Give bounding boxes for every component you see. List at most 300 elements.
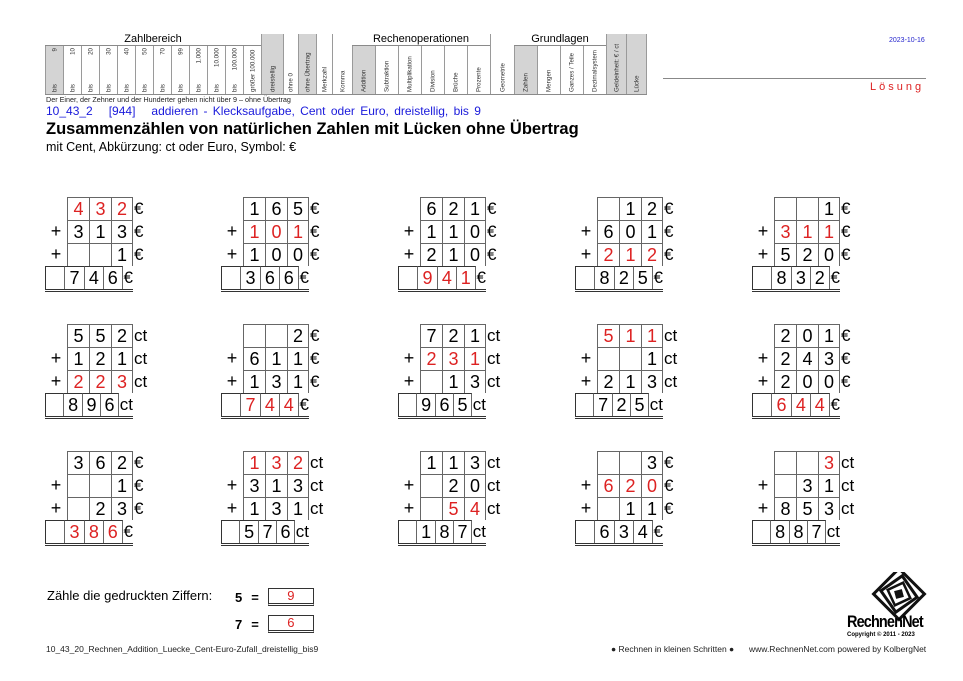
singles-c (606, 34, 647, 94)
digit-cell[interactable]: 3 (111, 497, 133, 520)
plus-sign (575, 197, 597, 220)
digit-cell[interactable]: 2 (614, 266, 633, 289)
digit-cell[interactable]: 2 (420, 243, 442, 266)
plus-sign: + (403, 221, 415, 241)
digit-cell[interactable]: 2 (641, 243, 663, 266)
column-label: bis (123, 84, 130, 92)
digit-cell[interactable]: 1 (641, 497, 663, 520)
addend-row (45, 243, 195, 266)
currency-unit: € (664, 222, 674, 241)
addend-row (752, 347, 902, 370)
addend-row (45, 197, 195, 220)
addition-problem (752, 197, 902, 292)
digit-cell[interactable] (774, 474, 796, 497)
digit-cell[interactable]: 1 (287, 347, 309, 370)
digit-cell[interactable]: 0 (265, 220, 287, 243)
currency-unit: € (310, 245, 320, 264)
digit-cell[interactable]: 2 (111, 451, 133, 474)
digit-cell[interactable]: 1 (111, 347, 133, 370)
digit-cell[interactable]: 9 (416, 393, 434, 416)
digit-cell[interactable]: 2 (774, 324, 796, 347)
digit-cell[interactable]: 5 (630, 393, 649, 416)
digit-cell[interactable]: 5 (633, 266, 652, 289)
digit-cell[interactable]: 1 (619, 497, 641, 520)
addition-problem (752, 324, 902, 419)
digit-cell[interactable]: 1 (818, 474, 840, 497)
basics-column (583, 46, 606, 94)
digit-cell[interactable]: 9 (417, 266, 436, 289)
digit-cell[interactable]: 5 (597, 324, 619, 347)
addend-row (221, 197, 371, 220)
digit-cell[interactable] (619, 451, 641, 474)
digit-cell[interactable]: 1 (243, 497, 265, 520)
digit-cell[interactable]: 6 (597, 220, 619, 243)
digit-cell[interactable]: 2 (89, 370, 111, 393)
column-label: bis (105, 84, 112, 92)
digit-cell[interactable]: 1 (641, 347, 663, 370)
range-column (189, 46, 207, 94)
count-digit: 5 (235, 589, 243, 605)
digit-cell[interactable] (597, 451, 619, 474)
digit-cell[interactable]: 3 (67, 220, 89, 243)
digit-cell[interactable]: 2 (111, 324, 133, 347)
currency-unit: € (830, 268, 840, 287)
plus-sign (45, 266, 64, 289)
digit-cell[interactable]: 7 (453, 520, 472, 543)
digit-cell[interactable] (67, 243, 89, 266)
digit-cell[interactable]: 4 (279, 393, 298, 416)
operation-column (467, 46, 490, 94)
digit-cell[interactable]: 4 (67, 197, 89, 220)
digit-cell[interactable]: 5 (89, 324, 111, 347)
digit-cell[interactable]: 1 (265, 347, 287, 370)
digit-cell[interactable] (89, 474, 111, 497)
digit-cell[interactable]: 2 (619, 474, 641, 497)
digit-cell[interactable]: 2 (442, 324, 464, 347)
digit-cell[interactable]: 4 (260, 393, 279, 416)
digit-cell[interactable]: 2 (89, 347, 111, 370)
column-label: bis (51, 84, 58, 92)
addition-problem (45, 451, 195, 546)
digit-cell[interactable]: 1 (67, 347, 89, 370)
digit-cell[interactable]: 7 (807, 520, 826, 543)
digit-cell[interactable] (265, 324, 287, 347)
digit-cell[interactable]: 8 (771, 266, 790, 289)
plus-sign (221, 451, 243, 474)
digit-cell[interactable] (597, 497, 619, 520)
digit-cell[interactable] (67, 474, 89, 497)
currency-unit: ct (295, 522, 310, 541)
digit-cell[interactable]: 1 (796, 220, 818, 243)
digit-cell[interactable]: 5 (442, 497, 464, 520)
digit-cell[interactable]: 0 (464, 474, 486, 497)
digit-cell[interactable]: 3 (464, 370, 486, 393)
plus-sign: + (403, 348, 415, 368)
digit-cell[interactable]: 8 (774, 497, 796, 520)
page-subtitle: mit Cent, Abkürzung: ct oder Euro, Symbol: € (46, 140, 297, 154)
category-column (283, 34, 298, 94)
digit-cell[interactable]: 4 (791, 393, 810, 416)
digit-cell[interactable]: 7 (593, 393, 611, 416)
digit-cell[interactable]: 1 (287, 220, 309, 243)
digit-cell[interactable]: 3 (111, 370, 133, 393)
plus-sign: + (50, 475, 62, 495)
column-label: Division (429, 70, 437, 92)
digit-cell[interactable]: 3 (818, 497, 840, 520)
addend-row (575, 324, 725, 347)
digit-cell[interactable] (796, 451, 818, 474)
plus-sign (45, 324, 67, 347)
digit-cell[interactable]: 0 (464, 243, 486, 266)
digit-cell[interactable]: 1 (619, 370, 641, 393)
addition-problem (45, 324, 195, 419)
addend-row (45, 474, 195, 497)
currency-unit: ct (487, 326, 501, 345)
digit-cell[interactable] (243, 324, 265, 347)
count-row (235, 615, 314, 633)
digit-cell[interactable]: 3 (442, 347, 464, 370)
addition-problem (398, 451, 548, 546)
digit-cell[interactable]: 6 (265, 197, 287, 220)
digit-cell[interactable]: 3 (111, 220, 133, 243)
digit-cell[interactable] (420, 370, 442, 393)
digit-cell[interactable] (89, 243, 111, 266)
plus-sign: + (757, 348, 769, 368)
column-label: bis (159, 84, 166, 92)
sum-row (45, 393, 133, 419)
digit-cell[interactable]: 6 (260, 266, 279, 289)
digit-cell[interactable]: 1 (818, 220, 840, 243)
digit-cell[interactable]: 4 (437, 266, 456, 289)
digit-cell[interactable]: 1 (265, 474, 287, 497)
digit-cell[interactable]: 8 (789, 520, 807, 543)
digit-cell[interactable]: 1 (111, 474, 133, 497)
sum-row (398, 393, 486, 419)
digit-cell[interactable]: 5 (453, 393, 472, 416)
sum-row (752, 393, 840, 419)
range-column (207, 46, 225, 94)
digit-cell[interactable]: 1 (243, 197, 265, 220)
digit-cell[interactable]: 2 (89, 497, 111, 520)
currency-unit: € (299, 395, 309, 414)
digit-cell[interactable]: 1 (442, 451, 464, 474)
digit-cell[interactable]: 4 (464, 497, 486, 520)
digit-cell[interactable]: 1 (243, 220, 265, 243)
count-digit: 7 (235, 616, 243, 632)
footer-filename: 10_43_20_Rechnen_Addition_Luecke_Cent-Euro-Zufall_dreistellig_bis9 (46, 644, 319, 654)
digit-cell[interactable]: 3 (240, 266, 259, 289)
digit-cell[interactable]: 2 (597, 243, 619, 266)
digit-cell[interactable]: 6 (103, 520, 122, 543)
digit-cell[interactable]: 1 (619, 324, 641, 347)
column-value: 9 (51, 48, 58, 52)
range-column (117, 46, 135, 94)
digit-cell[interactable]: 3 (818, 451, 840, 474)
count-answer-box[interactable]: 9 (268, 588, 314, 606)
digit-cell[interactable]: 0 (641, 474, 663, 497)
digit-cell[interactable]: 1 (89, 220, 111, 243)
digit-cell[interactable]: 3 (64, 520, 83, 543)
digit-cell[interactable]: 3 (641, 370, 663, 393)
digit-cell[interactable]: 9 (82, 393, 100, 416)
plus-sign: + (580, 348, 592, 368)
addend-row (575, 220, 725, 243)
digit-cell[interactable]: 2 (612, 393, 630, 416)
addition-problem (398, 197, 548, 292)
column-label: bis (213, 84, 220, 92)
digit-cell[interactable]: 4 (84, 266, 103, 289)
count-answer-box[interactable]: 6 (268, 615, 314, 633)
digit-cell[interactable]: 3 (265, 370, 287, 393)
digit-cell[interactable]: 5 (287, 197, 309, 220)
digit-cell[interactable]: 4 (633, 520, 652, 543)
digit-cell[interactable] (67, 497, 89, 520)
currency-unit: € (476, 268, 486, 287)
digit-cell[interactable]: 4 (796, 347, 818, 370)
currency-unit: € (830, 395, 840, 414)
digit-cell[interactable]: 1 (287, 497, 309, 520)
group-zahlbereich (45, 34, 261, 94)
column-label: Multiplikation (406, 56, 414, 92)
digit-cell[interactable]: 3 (243, 474, 265, 497)
digit-cell[interactable]: 1 (818, 324, 840, 347)
digit-cell[interactable]: 4 (810, 393, 829, 416)
plus-sign: + (226, 498, 238, 518)
digit-cell[interactable] (774, 451, 796, 474)
digit-cell[interactable]: 5 (796, 497, 818, 520)
digit-cell[interactable]: 0 (619, 220, 641, 243)
sum-row (752, 266, 840, 292)
digit-cell[interactable]: 0 (464, 220, 486, 243)
digit-cell[interactable]: 2 (774, 347, 796, 370)
page-title: Zusammenzählen von natürlichen Zahlen mit Lücken ohne Übertrag (46, 120, 579, 138)
digit-cell[interactable]: 3 (796, 474, 818, 497)
range-column (45, 46, 63, 94)
currency-unit: € (841, 349, 851, 368)
addend-row (45, 220, 195, 243)
digit-cell[interactable]: 1 (416, 520, 434, 543)
digit-cell[interactable]: 0 (265, 243, 287, 266)
digit-cell[interactable]: 1 (442, 220, 464, 243)
currency-unit: € (664, 245, 674, 264)
plus-sign (45, 451, 67, 474)
sum-row (221, 266, 309, 292)
column-label: Merkzahl (321, 66, 328, 92)
digit-cell[interactable]: 1 (619, 243, 641, 266)
range-column (171, 46, 189, 94)
addend-row (45, 347, 195, 370)
digit-cell[interactable]: 0 (287, 243, 309, 266)
digit-cell[interactable] (597, 197, 619, 220)
column-label: ohne Übertrag (304, 52, 311, 92)
digit-cell[interactable]: 2 (420, 347, 442, 370)
rule-note: Der Einer, der Zehner und der Hunderter gehen nicht über 9 – ohne Übertrag (46, 95, 291, 104)
digit-cell[interactable]: 1 (464, 324, 486, 347)
currency-unit: € (310, 222, 320, 241)
column-label: dreistellig (269, 65, 276, 92)
digit-cell[interactable]: 3 (287, 474, 309, 497)
addend-row (752, 324, 902, 347)
plus-sign: + (226, 221, 238, 241)
digit-cell[interactable]: 1 (641, 324, 663, 347)
digit-cell[interactable]: 3 (67, 451, 89, 474)
column-label: Ganzes / Teile (568, 52, 576, 92)
digit-cell[interactable]: 3 (265, 497, 287, 520)
digit-cell[interactable]: 1 (619, 197, 641, 220)
plus-sign (398, 520, 416, 543)
digit-cell[interactable]: 3 (614, 520, 633, 543)
digit-cell[interactable]: 1 (464, 197, 486, 220)
digit-cell[interactable]: 1 (243, 451, 265, 474)
digit-cell[interactable]: 6 (103, 266, 122, 289)
digit-cell[interactable]: 2 (287, 324, 309, 347)
addend-row (398, 243, 548, 266)
digit-cell[interactable]: 7 (64, 266, 83, 289)
category-table (45, 34, 647, 95)
currency-unit: € (653, 268, 663, 287)
digit-cell[interactable]: 3 (641, 451, 663, 474)
digit-cell[interactable]: 0 (818, 370, 840, 393)
digit-cell[interactable] (597, 347, 619, 370)
addend-row (752, 474, 902, 497)
digit-cell[interactable]: 6 (597, 474, 619, 497)
digit-cell[interactable]: 7 (240, 393, 259, 416)
addition-problem (575, 324, 725, 419)
digit-cell[interactable]: 1 (420, 220, 442, 243)
digit-cell[interactable]: 1 (456, 266, 475, 289)
currency-unit: € (841, 222, 851, 241)
digit-cell[interactable]: 0 (818, 243, 840, 266)
digit-cell[interactable]: 2 (442, 197, 464, 220)
digit-cell[interactable]: 6 (89, 451, 111, 474)
digit-cell[interactable]: 1 (464, 347, 486, 370)
plus-sign: + (757, 371, 769, 391)
digit-cell[interactable]: 1 (420, 451, 442, 474)
digit-cell[interactable]: 6 (276, 520, 295, 543)
digit-cell[interactable]: 2 (597, 370, 619, 393)
addend-row (398, 324, 548, 347)
plus-sign (575, 324, 597, 347)
digit-cell[interactable]: 5 (67, 324, 89, 347)
digit-cell[interactable]: 8 (770, 520, 788, 543)
sum-row (221, 393, 309, 419)
digit-cell[interactable]: 3 (89, 197, 111, 220)
digit-cell[interactable] (619, 347, 641, 370)
digit-cell[interactable]: 1 (111, 243, 133, 266)
digit-cell[interactable]: 1 (243, 370, 265, 393)
digit-cell[interactable] (420, 497, 442, 520)
digit-cell[interactable]: 1 (442, 243, 464, 266)
currency-unit: € (299, 268, 309, 287)
digit-cell[interactable]: 6 (420, 197, 442, 220)
plus-sign: + (580, 221, 592, 241)
digit-cell[interactable] (774, 197, 796, 220)
addend-row (45, 370, 195, 393)
digit-cell[interactable]: 2 (442, 474, 464, 497)
addend-row (221, 243, 371, 266)
addend-row (221, 474, 371, 497)
currency-unit: ct (649, 395, 664, 414)
digit-cell[interactable]: 6 (100, 393, 119, 416)
digit-cell[interactable]: 2 (641, 197, 663, 220)
digit-cell[interactable]: 0 (796, 324, 818, 347)
digit-cell[interactable] (420, 474, 442, 497)
digit-cell[interactable]: 8 (594, 266, 613, 289)
addend-row (752, 220, 902, 243)
plus-sign: + (757, 244, 769, 264)
digit-cell[interactable]: 1 (818, 197, 840, 220)
singles-a (261, 34, 352, 94)
digit-cell[interactable]: 2 (67, 370, 89, 393)
digit-cell[interactable]: 8 (84, 520, 103, 543)
digit-cell[interactable]: 6 (771, 393, 790, 416)
digit-cell[interactable]: 5 (774, 243, 796, 266)
addend-row (45, 451, 195, 474)
range-column (243, 46, 261, 94)
digit-cell[interactable]: 7 (420, 324, 442, 347)
addend-row (575, 370, 725, 393)
digit-cell[interactable]: 3 (818, 347, 840, 370)
digit-cell[interactable]: 3 (791, 266, 810, 289)
currency-unit: € (134, 199, 144, 218)
digit-cell[interactable]: 1 (641, 220, 663, 243)
digit-cell[interactable]: 1 (287, 370, 309, 393)
currency-unit: ct (472, 395, 487, 414)
plus-sign: + (580, 475, 592, 495)
currency-unit: ct (487, 476, 501, 495)
plus-sign (752, 197, 774, 220)
column-value: 30 (105, 48, 112, 55)
digit-cell[interactable]: 8 (63, 393, 81, 416)
digit-cell[interactable]: 8 (435, 520, 453, 543)
column-label: Geometrie (499, 63, 506, 92)
digit-cell[interactable]: 1 (243, 243, 265, 266)
digit-cell[interactable]: 2 (774, 370, 796, 393)
digit-cell[interactable]: 2 (810, 266, 829, 289)
digit-cell[interactable]: 1 (442, 370, 464, 393)
digit-cell[interactable]: 5 (239, 520, 257, 543)
currency-unit: € (134, 476, 144, 495)
digit-cell[interactable]: 6 (279, 266, 298, 289)
digit-cell[interactable]: 2 (287, 451, 309, 474)
digit-cell[interactable]: 2 (796, 243, 818, 266)
currency-unit: ct (310, 499, 324, 518)
column-value: 10.000 (213, 48, 220, 67)
digit-cell[interactable]: 0 (796, 370, 818, 393)
digit-cell[interactable] (796, 197, 818, 220)
digit-cell[interactable]: 6 (594, 520, 613, 543)
digit-cell[interactable]: 7 (258, 520, 276, 543)
addend-row (575, 474, 725, 497)
digit-cell[interactable]: 6 (243, 347, 265, 370)
category-column (490, 34, 514, 94)
currency-unit: ct (487, 453, 501, 472)
digit-cell[interactable]: 3 (774, 220, 796, 243)
digit-cell[interactable]: 3 (265, 451, 287, 474)
currency-unit: € (134, 499, 144, 518)
plus-sign: + (226, 348, 238, 368)
currency-unit: € (664, 499, 674, 518)
range-column (81, 46, 99, 94)
basics-column (537, 46, 560, 94)
currency-unit: € (310, 372, 320, 391)
logo-name: RechnenNet (847, 612, 923, 631)
sum-row (221, 520, 309, 546)
digit-cell[interactable]: 3 (464, 451, 486, 474)
column-value: 99 (177, 48, 184, 55)
digit-cell[interactable]: 6 (435, 393, 453, 416)
digit-cell[interactable]: 2 (111, 197, 133, 220)
